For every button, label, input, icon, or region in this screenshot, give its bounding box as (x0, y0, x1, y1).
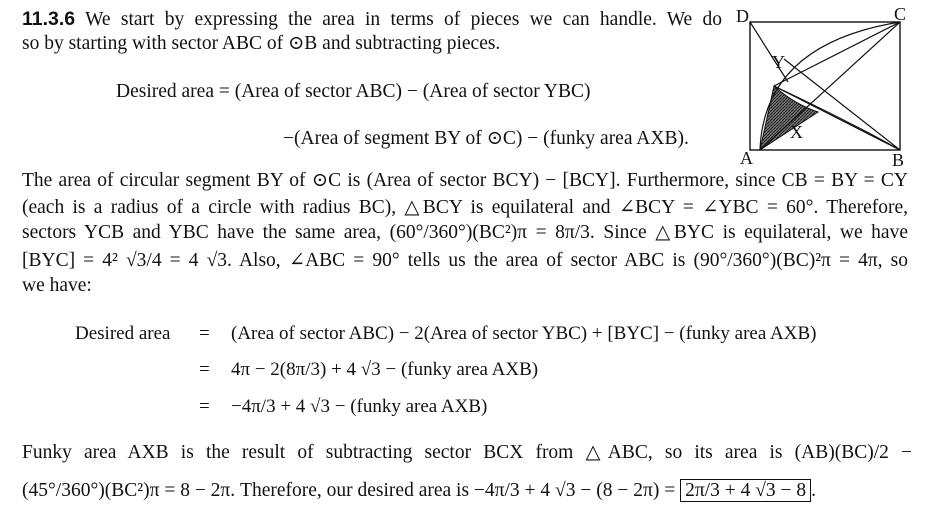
body-line-1: The area of circular segment BY of ⊙C is (Area of sector BCY) − [BCY]. Furthermore, since CB = BY = CY (22, 170, 908, 191)
body-line-3: sectors YCB and YBC have the same area, (60°/360°)(BC²)π = 8π/3. Since △BYC is equilateral, we have (22, 222, 908, 243)
conclusion-line-2 (22, 479, 816, 503)
diagonal-ac (760, 22, 900, 150)
label-y: Y (772, 52, 785, 72)
intro-line-1 (22, 7, 722, 32)
conclusion-line-1: Funky area AXB is the result of subtracting sector BCX from △ABC, so its area is (AB)(BC)/2 − (22, 442, 912, 463)
aligned-eq-sign-1: = (199, 323, 210, 344)
aligned-eq-lhs: Desired area (75, 323, 171, 344)
label-c: C (894, 4, 907, 24)
aligned-eq-sign-2: = (199, 359, 210, 380)
label-a: A (740, 148, 753, 168)
body-line-2: (each is a radius of a circle with radius BC), △BCY is equilateral and ∠BCY = ∠YBC = 60°. Therefore, (22, 197, 908, 218)
label-x: X (790, 122, 803, 142)
shaded-region (760, 86, 818, 150)
final-answer-box: 2π/3 + 4 √3 − 8 (680, 479, 811, 502)
desired-eq-line-1: Desired area = (Area of sector ABC) − (Area of sector YBC) (116, 81, 591, 102)
conclusion-end: . (811, 480, 817, 501)
geometry-figure (734, 4, 934, 174)
problem-number: 11.3.6 (22, 8, 76, 30)
aligned-eq-row-1: (Area of sector ABC) − 2(Area of sector YBC) + [BYC] − (funky area AXB) (231, 323, 817, 344)
aligned-eq-sign-3: = (199, 396, 210, 417)
conclusion-text-2: (45°/360°)(BC²)π = 8 − 2π. Therefore, our desired area is −4π/3 + 4 √3 − (8 − 2π) = (22, 480, 676, 501)
body-line-4: [BYC] = 4² √3/4 = 4 √3. Also, ∠ABC = 90° tells us the area of sector ABC is (90°/360°)(BC)²π = 4π, so (22, 250, 908, 271)
aligned-eq-row-2: 4π − 2(8π/3) + 4 √3 − (funky area AXB) (231, 359, 539, 380)
intro-line-2: so by starting with sector ABC of ⊙B and subtracting pieces. (22, 33, 501, 54)
label-d: D (736, 6, 749, 26)
body-line-5: we have: (22, 275, 92, 296)
aligned-eq-row-3: −4π/3 + 4 √3 − (funky area AXB) (231, 396, 488, 417)
intro-text-1: We start by expressing the area in terms of pieces we can handle. We do (85, 9, 722, 30)
segment-yc (774, 22, 900, 86)
desired-eq-line-2: −(Area of segment BY of ⊙C) − (funky area AXB). (283, 128, 689, 149)
label-b: B (892, 150, 905, 170)
